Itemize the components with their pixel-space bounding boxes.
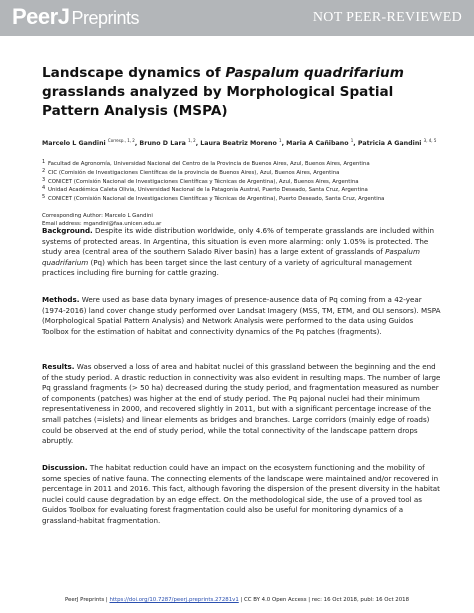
affiliation-item [42,178,442,187]
doi-link[interactable]: https://doi.org/10.7287/peerj.preprints.27281v1 [109,597,239,603]
paper-title [42,64,442,121]
title-part1: Landscape dynamics of [42,65,226,81]
abstract-methods [42,295,442,337]
preprint-footer [0,597,474,603]
author-name[interactable]: Patricia A Gandini [357,140,422,148]
abstract-methods-block [42,295,442,337]
corresponding-author-line: Corresponding Author: Marcelo L Gandini [42,213,153,220]
affiliation-number: 3 [42,176,46,183]
title-part2: grasslands analyzed by Morphological Spatial Pattern Analysis (MSPA) [42,84,394,119]
author-name[interactable]: Maria A Cañibano [286,140,349,148]
discussion-text: The habitat reduction could have an impact on the ecosystem functioning and the mobility of some species of native fauna. The connecting elements of the landscape were maintained and/or recovered in percentage in 2011 and 2016. This fact, although favoring the dispersion of the present diversity in the habitat nuclei could cause degradation by an edge effect. On the methodological side, the use of a proved tool as Guidos Toolbox for evaluating forest fragmentation could also be useful for monitoring dynamics of a grassland-habitat fragmentation. [42,463,440,525]
section-label-methods: Methods. [42,295,80,304]
section-label-discussion: Discussion. [42,463,88,472]
affiliation-number: 4 [42,185,46,192]
not-peer-reviewed-badge: NOT PEER-REVIEWED [312,10,462,25]
affiliation-number: 1 [42,159,46,166]
logo-preprints: Preprints [71,8,139,28]
abstract-background [42,226,442,279]
abstract-discussion-block [42,463,442,527]
author-affil-sup: 1 [279,138,282,143]
title-species: Paspalum quadrifarium [225,65,404,81]
affiliation-item [42,169,442,178]
author-affil-sup: Corresp., 1, 2 [107,138,135,143]
background-species: Paspalum quadrifarium [42,247,420,267]
affiliation-list [42,160,442,204]
logo-peer: Peer [12,4,58,29]
author-list: Marcelo L Gandini $^{Corresp., 1, 2}$, Bruno D Lara $^{1, 2}$, Laura Beatriz Moreno $^1$, Maria A Cañibano $^1$, Patricia A Gandini $^{3, 4, 5}$ [42,138,437,148]
background-text: Despite its wide distribution worldwide, only 4.6% of temperate grasslands are included within systems of protected areas. In Argentina, this situation is even more alarming: only 1.05% is protected. The study area (central area of the southern Salado River basin) has a large extent of grasslands of [42,226,434,257]
abstract-results-block [42,362,442,447]
author-name[interactable]: Bruno D Lara [139,140,186,148]
preprint-header [0,0,474,36]
abstract-results [42,362,442,447]
affiliation-item [42,186,442,195]
footer-suffix: | CC BY 4.0 Open Access | rec: 16 Oct 2018, publ: 16 Oct 2018 [238,597,410,603]
affiliation-text: Facultad de Agronomía, Universidad Nacional del Centro de la Provincia de Buenos Aires, Azul, Buenos Aires, Argentina [48,161,370,168]
abstract [42,226,442,279]
affiliation-text: Unidad Académica Caleta Olivia, Universidad Nacional de la Patagonia Austral, Puerto Deseado, Santa Cruz, Argentina [48,187,368,194]
section-label-background: Background. [42,226,93,235]
affiliation-item [42,195,442,204]
affiliation-text: CONICET (Comisión Nacional de Investigaciones Científicas y Técnicas de Argentina), Puerto Deseado, Santa Cruz, Argentina [48,196,385,203]
peerj-preprints-logo[interactable] [12,4,139,30]
author-affil-sup: 1, 2 [188,138,196,143]
methods-text: Were used as base data bynary images of presence-ausence data of Pq coming from a 42-year (1974-2016) land cover change study performed over Landsat Imagery (MSS, TM, ETM, and OLI sensors). MSPA (Morphological Spatial Pattern Analysis) and Network Analysis were performed to the data using Guidos Toolbox for the estimation of habitat and connectivity dynamics of the Pq patches (fragments). [42,295,441,336]
affiliation-number: 2 [42,167,46,174]
affiliation-number: 5 [42,194,46,201]
corresponding-email[interactable]: Email address: mgandini@faa.unicen.edu.ar [42,221,162,228]
author-affil-sup: 3, 4, 5 [423,138,437,143]
background-text-cont: (Pq) which has been target since the last century of a variety of agricultural management practices including fire burning for cattle grazing. [42,257,412,278]
logo-j: J [57,4,70,29]
paper-body [42,64,442,228]
author-name[interactable]: Laura Beatriz Moreno [200,140,277,148]
author-affil-sup: 1 [350,138,354,143]
affiliation-text: CONICET (Comisión Nacional de Investigaciones Científicas y Técnicas de Argentina), Azul, Buenos Aires, Argentina [48,178,359,185]
author-name[interactable]: Marcelo L Gandini [42,140,106,148]
footer-prefix: PeerJ Preprints | [64,597,110,603]
results-text: Was observed a loss of area and habitat nuclei of this grassland between the beginning and the end of the study period. A drastic reduction in connectivity was also evident in resulting maps. The number of large Pq grassland fragments (> 50 ha) decreased during the study period, and fragmentation measured as number of components (patches) was higher at the end of study period. The Pq pajonal nuclei had their minimum representativeness in 2000, and recovered slightly in 2011, but with a significant percentage increase of the small patches (=islets) and linear elements as bridges and branches. Large corridors (mainly edge of roads) could be observed at the end of study period, while the total connectivity of the landscape pattern drops abruptly. [42,362,441,446]
affiliation-item [42,160,442,169]
section-label-results: Results. [42,362,75,371]
abstract-discussion [42,463,442,527]
affiliation-text: CIC (Comisión de Investigaciones Científicas de la provincia de Buenos Aires), Azul, Buenos Aires, Argentina [48,169,340,176]
